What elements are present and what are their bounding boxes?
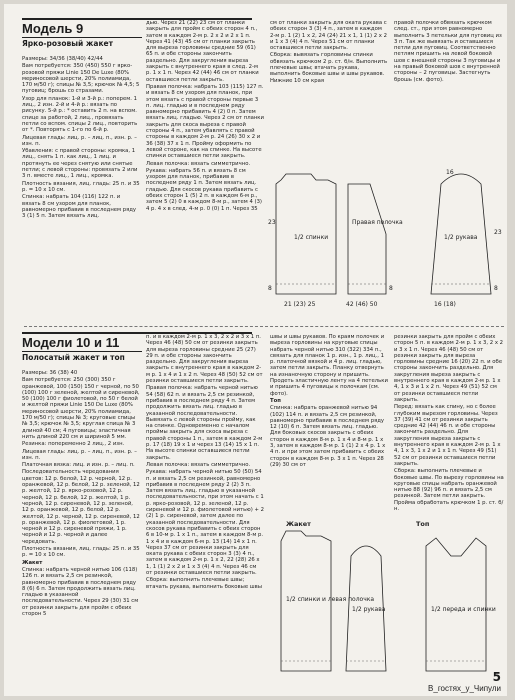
models1011-title: Модели 10 и 11: [22, 336, 120, 350]
text-paragraph: Узор для планок: 1-й и 3-й р.: поперем. 1 лиц., 2 изн. 2-й и 4-й р.: вязать по рисунку. 5-й р.: * оставить 2 п. на вспом. спице за работой, 2 лиц., провязать петли со вспом. спицы 2 лиц., повторить от *. Повторять с 1-го по 6-й р.: [22, 95, 138, 134]
text-paragraph: Рукава: набрать черной нитью 50 (50) 54 п. и вязать 2,5 см резинкой, равномерно прибавив в последнем ряду 2 (2) 3 п. Затем вязать лиц. гладью в указанной последовательности, при этом начать с 1 р. ярко-розовой, 12 р. зеленой, 12 р. сиреневой и 12 р. фиолетовой нитью) + 2 (2) 1 р. сиреневой, затем далее по указанной последовательности. Для скосов рукава прибавить с обеих сторон 6 в 10-м р. 1 х 1 п., затем в каждом 8-м р. 1 х 4 и в каждом 6-м р. 13 (14) 14 х 1 п. Через 37 см от резинки закрыть для оката рукава с обеих сторон 3 (3) 4 п., затем в каждом 2-м р. 1 х 2, 22 (28) 26 х 1, 1 (1) 2 х 2 и 1 х 3 (4) 4 п. Через 46 см от резинки оставшиеся петли закрыть.: [146, 469, 264, 576]
models1011-header: [22, 336, 142, 363]
model9-title: Модель 9: [22, 22, 84, 36]
model9-column-4: [394, 20, 504, 130]
measure-label: 42 (46) 50: [346, 301, 378, 308]
text-paragraph: швы и швы рукавов. По краям полочек и выреза горловины на круговые спицы набрать черной нитью 310 (322) 334 п., связать для планок 1 р. изн., 1 р. лиц., 1 р. платочной вязкой и 4 р. лиц. гладью, затем петли закрыть. Планку отвернуть на изнаночную сторону и пришить. Продеть эластичную ленту на 4 петельки и пришить 4 пуговицы к полочкам (см. фото).: [270, 334, 388, 397]
model9-header: [22, 22, 142, 49]
page-number: 5: [492, 670, 501, 684]
measure-label: 23: [494, 229, 502, 236]
measure-label: 21 (23) 25: [284, 301, 316, 308]
text-paragraph: Рукава: набрать 56 п. и вязать 8 см узором для планок, прибавив в последнем ряду 1 п. Затем вязать лиц. гладью. Для скосов рукава прибавить с обеих сторон 1 (5) 2 п. в каждом 6-м р., затем 5 (2) 0 в каждом 8-м р., затем 4 (3) 4 р. 4 х в след. 4-м р. 0 (0) 1 п. Через 35: [146, 167, 263, 212]
models1011-column-3: [270, 334, 388, 514]
models1011-column-2: [146, 334, 264, 692]
text-paragraph: Платочная вязка: лиц. и изн. р. – лиц. п.: [22, 462, 135, 469]
model9-column-2: [146, 20, 264, 316]
section-separator: [24, 326, 504, 327]
text-paragraph: резинки закрыть для пройм с обеих сторон 5 п. в каждом 2-м р. 1 х 3, 2 х 2 и 3 х 1 п. Через 46 (48) 50 см от резинки закрыть для выреза горловины средние 16 (20) 22 п. и обе стороны закончить раздельно. Для закругления выреза закрыть с внутреннего края в каждом 2-м р. 1 х 4, 1 х 3 и 1 х 2 п. Через 49 (51) 52 см от резинки оставшиеся петли закрыть.: [394, 334, 504, 403]
section-heading: Жакет: [22, 559, 43, 566]
measure-label: 16: [446, 169, 454, 176]
diagram-label: 1/2 рукава: [444, 234, 478, 241]
measure-label: 8: [389, 285, 393, 292]
text-paragraph: правой полочки обвязать крючком след. ст., при этом равномерно выполнить 3 петельки для пуговиц из 3 п. Так же вывязать и оставшиеся петли для пуговиц. Соответственно петлям пришить на левой боковой шов с внешней стороны 3 пуговицы и на правый боковой шов с внутренней стороны – 2 пуговицы. Застегнуть брошь (см. фото).: [394, 20, 502, 83]
text-paragraph: дью. Через 21 (22) 23 см от планки закрыть для пройм с обеих сторон 4 п., затем в каждом 2-м р. 2 х 2 и 2 х 1 п. Через 41 (43) 45 см от планки закрыть для выреза горловины средние 59 (61) 65 п. и обе стороны закончить раздельно. Для закругления выреза закрыть с внутреннего края в след. 2-м р. 1 х 1 п. Через 42 (44) 46 см от планки оставшиеся петли закрыть.: [146, 20, 259, 83]
text-paragraph: Правая полочка: набрать 103 (115) 127 п. и вязать 8 см узором для планок, при этом вязать с правой стороны первые 3 п. лиц. гладью и в последнем ряду равномерно прибавить 4 (2) 0 п. Затем вязать лиц. гладью. Через 2 см от планки закрыть для скоса выреза с правой стороны 4 п., затем убавлять с правой стороны в каждом 2-м р. 24 (26) 30 х 2 и 36 (38) 37 х 1 п. Пройму оформить по левой стороне, как на спинке. На высоте спинки оставшиеся петли закрыть.: [146, 83, 264, 160]
top-outline: [426, 538, 486, 671]
diagram-label: Правая полочка: [352, 219, 403, 226]
credit-watermark: В_гостях_у_Чипули: [428, 684, 501, 693]
section-heading: Топ: [270, 397, 281, 404]
models1011-column-4: [394, 334, 504, 514]
models1011-subtitle: Полосатый жакет и топ: [22, 353, 125, 362]
jacket-diagram-title: Жакет: [286, 520, 311, 528]
text-paragraph: Перед: вязать как спину, но с более глубоким вырезом горловины. Через 37 (39) 41 см от резинки закрыть средние 42 (44) 46 п. и обе стороны закончить раздельно. Для закругления выреза закрыть с внутреннего края в каждом 2-м р. 1 х 4, 1 х 3, 1 х 2 и 1 х 1 п. Через 49 (51) 52 см от резинки оставшиеся петли закрыть.: [394, 404, 501, 467]
text-paragraph: Плотность вязания, лиц. гладь: 25 п. и 35 р. = 10 х 10 см.: [22, 180, 140, 193]
text-paragraph: Сборка: выполнить плечевые и боковые швы. По вырезу горловины на круговые спицы набрать оранжевой нитью 88 (92) 96 п. и вязать 2,5 см резинкой. Затем петли закрыть. Пройма обработать крючком 1 р. ст. б/н.: [394, 468, 504, 513]
magazine-page: [4, 4, 507, 696]
text-paragraph: Последовательность чередования цветов: 12 р. белой, 12 р. черной, 12 р. оранжевой, 12 р. белой, 12 р. зеленой, 12 р. желтой, 12 р. ярко-розовой, 12 р. черной, 12 р. белой, 12 р. желтой, 1 р. черной, 12 р. сиреневой, 12 р. зеленой, 12 р. оранжевой, 12 р. белой, 12 р. желтой, 12 р. черной, 12 р. сиреневой, 12 р. оранжевой, 12 р. фиолетовой, 1 р. черной и 12 р. сиреневой пряжи, 1 р. черной и 12 р. черной и далее чередовать.: [22, 469, 140, 545]
model9-column-1: [22, 56, 140, 314]
text-paragraph: Размеры: 36 (38) 40: [22, 370, 78, 376]
text-paragraph: Спинка: набрать черной нитью 106 (118) 126 п. и вязать 2,5 см резинкой, равномерно прибавив в последнем ряду 8 (6) 6 п. Затем продолжить вязать лиц. гладью в указанной последовательности. Через 29 (30) 31 см от резинки закрыть для пройм с обеих сторон 5: [22, 566, 139, 617]
model9-pattern-diagram: [266, 124, 506, 324]
models1011-column-1: [22, 370, 140, 692]
text-paragraph: Левая полочка: вязать симметрично.: [146, 160, 251, 167]
text-paragraph: Правая полочка: набрать черной нитью 54 (58) 62 п. и вязать 2,5 см резинкой, прибавив в последнем ряду 4 п. Затем продолжить вязать лиц. гладью в указанной последовательности. Вывязать с левой стороны пройму, как на спинке. Одновременно с началом проймы закрыть для скоса выреза с правой стороны 1 п., затем в каждом 2-м р. 17 (18) 19 х 1 и через 13 (14) 15 х 1 п. На высоте спинки оставшиеся петли закрыть.: [146, 385, 263, 461]
model9-subtitle: Ярко-розовый жакет: [22, 39, 113, 48]
diagram-label: 1/2 спинки и левая полочка: [286, 596, 375, 603]
text-paragraph: Спинка: набрать 104 (116) 122 п. и вязать 8 см узором для планок, равномерно прибавив в последнем ряду 3 (1) 5 п. Затем вязать лиц.: [22, 194, 137, 220]
text-paragraph: Резинка: попеременно 2 лиц., 2 изн.: [22, 441, 125, 448]
text-paragraph: Размеры: 34/36 (38/40) 42/44: [22, 56, 103, 62]
measure-label: 16 (18): [434, 301, 456, 308]
text-paragraph: Лицевая гладь: лиц. р. – лиц. п., изн. р. – изн. п.: [22, 134, 137, 147]
models1011-pattern-diagram: [266, 516, 506, 691]
text-paragraph: Сборка: вывязать горловины спинки обвязать крючком 2 р. ст. б/н. Выполнить плечевые швы; втачать рукава, выполнить боковые швы и швы рукавов. Нижние 10 см края: [270, 52, 388, 84]
text-paragraph: Спинка: набрать оранжевой нитью 94 (102) 114 п. и вязать 2,5 см резинкой, равномерно прибавив в последнем ряду 12 (10) 6 п. Затем вязать лиц. гладью. Для боковых скосов закрыть с обеих сторон в каждом 8-м р. 1 х 4 и 8-м р. 1 х 3, затем в каждом 8-м р. 1 (1) 2 х 4 р. 1 х 4 п. и при этом затем прибавить с обеих сторон в каждом 8-м р. 3 х 1 п. Через 28 (29) 30 см от: [270, 405, 386, 468]
text-paragraph: Сборка: выполнить плечевые швы; втачать рукава, выполнить боковые швы: [146, 577, 262, 590]
text-paragraph: Лицевая гладь: лиц. р. – лиц. п., изн. р. – изн. п.: [22, 448, 137, 461]
text-paragraph: Вам потребуется: 350 (450) 550 г ярко-розовой пряжи Linie 150 De Luxe (80% мериносовой шерсти, 20% полиамида, 170 м/50 г); спицы № 3,5; крючок № 4,5; 5 пуговиц; брошь со стразами.: [22, 63, 140, 95]
diagram-label: 1/2 рукава: [352, 606, 386, 613]
text-paragraph: п. и в каждом 2-м р. 1 х 3, 2 х 2 и 3 х 1 п. Через 46 (48) 50 см от резинки закрыть для выреза горловины средние 25 (27) 29 п. и обе стороны закончить раздельно. Для закругления выреза закрыть с внутреннего края в каждом 2-м р. 1 х 4 и 1 х 2 п. Через 48 (50) 52 см от резинки оставшиеся петли закрыть.: [146, 334, 263, 385]
measure-label: 23: [268, 219, 276, 226]
measure-label: 8: [268, 285, 272, 292]
text-paragraph: Убавления: с правой стороны: кромка, 1 лиц., снять 1 п. как лиц., 1 лиц. и протянуть ее через снятую или снятые петли; с левой стороны: провязать 2 или 3 п. вместе лиц., 1 лиц., кромка.: [22, 148, 138, 180]
measure-label: 8: [494, 285, 498, 292]
diagram-label: 1/2 спинки: [294, 234, 329, 241]
text-paragraph: Вам потребуется: 250 (300) 350 г оранжевой, 100 (150) 150 г черной, по 50 (100) 100 г зеленой, желтой и сиреневой, 50 (100) 100 г фиолетовой, по 50 г белой и желтой пряжи Linie 150 De Luxe (80% мериносовой шерсти, 20% полиамида, 170 м/50 г); спицы № 3; круговые спицы № 3,5; крючок № 3,5; круглая спица № 3 длиной 40 см; 4 пуговицы; эластичная нить длиной 220 см и шириной 5 мм.: [22, 377, 140, 440]
text-paragraph: см от планки закрыть для оката рукава с обеих сторон 3 (3) 4 п., затем в каждом 2-м р. 1 (2) 1 х 2, 24 (24) 21 х 1, 1 (1) 2 х 2 и 1 х 3 (4) 4 п. Через 51 см от планки оставшиеся петли закрыть.: [270, 20, 387, 52]
top-diagram-title: Топ: [416, 520, 430, 528]
text-paragraph: Левая полочка: вязать симметрично.: [146, 461, 251, 468]
front-piece-outline: [348, 184, 386, 294]
diagram-label: 1/2 переда и спинки: [431, 606, 496, 613]
text-paragraph: Плотность вязания, лиц. гладь: 25 п. и 35 р. = 10 х 10 см.: [22, 546, 140, 559]
